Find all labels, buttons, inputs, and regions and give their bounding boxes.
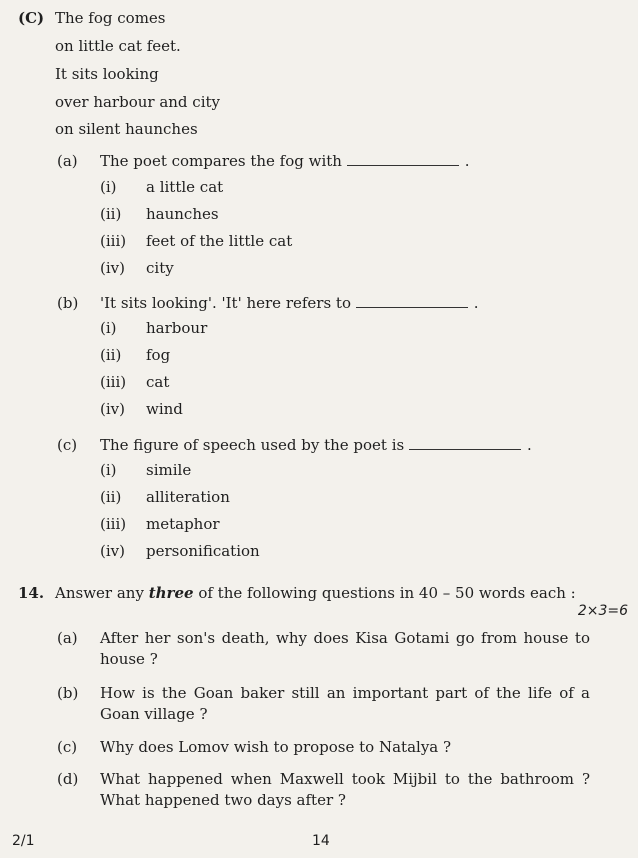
item-label: (d) (57, 770, 79, 788)
question-stem: The poet compares the fog with (100, 152, 342, 170)
question-instruction (55, 583, 576, 603)
option-text: fog (146, 346, 171, 364)
option-text: simile (146, 461, 192, 479)
question-end: . (473, 294, 479, 312)
option-text: wind (146, 400, 183, 418)
option-text: alliteration (146, 488, 230, 506)
option-text: feet of the little cat (146, 232, 293, 250)
item-text: How is the Goan baker still an important part of the life of a Goan village ? (100, 684, 590, 723)
question-stem: 'It sits looking'. 'It' here refers to (100, 294, 351, 312)
option-num: (iv) (100, 259, 125, 277)
question-label: (c) (57, 436, 78, 454)
marks-allocation: 2×3=6 (577, 603, 628, 619)
question-text (100, 293, 479, 313)
poem-line: It sits looking (55, 65, 159, 83)
item-label: (b) (57, 684, 79, 702)
option-num: (iii) (100, 373, 127, 391)
option-num: (ii) (100, 346, 122, 364)
answer-blank (347, 153, 459, 166)
section-label: (C) (18, 9, 45, 27)
paper-code: 2/1 (12, 833, 35, 849)
option-text: harbour (146, 319, 208, 337)
option-num: (iv) (100, 400, 125, 418)
option-num: (i) (100, 461, 117, 479)
poem-line: on silent haunches (55, 120, 198, 138)
option-text: haunches (146, 205, 219, 223)
item-text: After her son's death, why does Kisa Gotami go from house to house ? (100, 629, 590, 668)
answer-blank (409, 437, 521, 450)
option-text: metaphor (146, 515, 220, 533)
instruction-emphasis: three (148, 584, 194, 602)
page-number: 14 (312, 833, 330, 849)
option-num: (i) (100, 178, 117, 196)
instruction-text: Answer any (55, 584, 144, 602)
instruction-text: of the following questions in 40 – 50 words each : (198, 584, 576, 602)
option-num: (ii) (100, 205, 122, 223)
option-num: (i) (100, 319, 117, 337)
option-num: (ii) (100, 488, 122, 506)
option-num: (iii) (100, 515, 127, 533)
question-text (100, 435, 532, 455)
option-num: (iii) (100, 232, 127, 250)
question-end: . (464, 152, 470, 170)
poem-line: on little cat feet. (55, 37, 181, 55)
item-text: Why does Lomov wish to propose to Natalya ? (100, 738, 452, 756)
question-stem: The figure of speech used by the poet is (100, 436, 405, 454)
question-text (100, 151, 470, 171)
item-text: What happened when Maxwell took Mijbil to the bathroom ? What happened two days after ? (100, 770, 590, 809)
question-label: (b) (57, 294, 79, 312)
option-text: a little cat (146, 178, 224, 196)
poem-line: over harbour and city (55, 93, 220, 111)
item-label: (a) (57, 629, 78, 647)
question-label: (a) (57, 152, 78, 170)
option-text: cat (146, 373, 170, 391)
question-number: 14. (18, 584, 45, 602)
option-num: (iv) (100, 542, 125, 560)
option-text: city (146, 259, 174, 277)
question-end: . (527, 436, 532, 454)
option-text: personification (146, 542, 260, 560)
poem-line: The fog comes (55, 9, 166, 27)
item-label: (c) (57, 738, 78, 756)
answer-blank (356, 295, 468, 308)
